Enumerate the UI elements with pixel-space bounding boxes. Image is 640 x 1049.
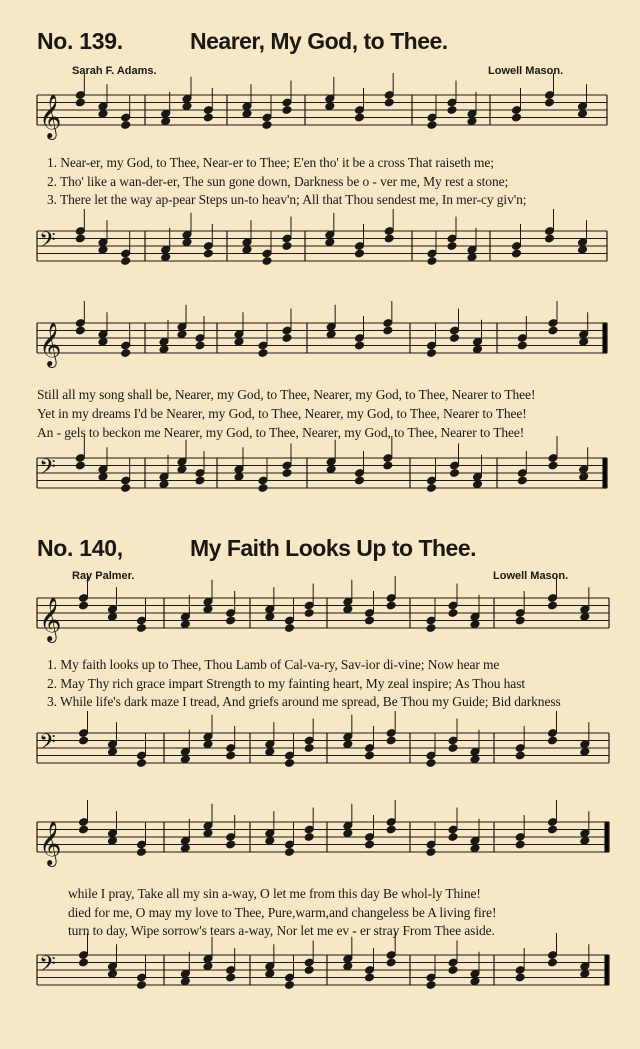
notehead (75, 326, 85, 335)
notehead (180, 977, 190, 986)
notehead (384, 234, 394, 243)
notehead (242, 109, 252, 118)
notehead (180, 755, 190, 764)
notehead (383, 461, 393, 470)
notehead (98, 245, 108, 254)
hymn-140-verse-3-line-a: 3. While life's dark maze I tread, And griefs around me spread, Be Thou my Guide; Bid darkness (47, 694, 561, 709)
bass-clef: 𝄢 (39, 730, 56, 760)
notehead (182, 102, 192, 111)
hymn-140-verse-2-line-a: 2. May Thy rich grace impart Strength to my fainting heart, My zeal inspire; As Thou hast (47, 676, 525, 691)
notehead (180, 844, 190, 853)
hymn-139-verse-3-line-a: 3. There let the way ap-pear Steps un-to heav'n; All that Thou sendest me, In mer-cy giv'n; (47, 192, 527, 207)
notehead (121, 257, 131, 266)
notehead (282, 242, 292, 251)
notehead (325, 238, 335, 247)
notehead (447, 106, 457, 115)
notehead (364, 840, 374, 849)
hymn-140-verse-2-line-b: died for me, O may my love to Thee, Pure,warm,and changeless be A living fire! (68, 905, 497, 920)
notehead (470, 620, 480, 629)
notehead (107, 612, 117, 621)
notehead (426, 981, 436, 990)
notehead (354, 249, 364, 258)
notehead (226, 840, 236, 849)
notehead (467, 253, 477, 262)
notehead (449, 334, 459, 343)
notehead (203, 962, 213, 971)
notehead (364, 751, 374, 760)
notehead (121, 484, 131, 493)
notehead (470, 755, 480, 764)
notehead (242, 245, 252, 254)
notehead (579, 337, 589, 346)
notehead (159, 345, 169, 354)
notehead (517, 476, 527, 485)
final-bar (605, 955, 609, 985)
bass-clef: 𝄢 (39, 455, 56, 485)
notehead (364, 616, 374, 625)
notehead (177, 330, 187, 339)
notehead (343, 740, 353, 749)
notehead (447, 242, 457, 251)
notehead (258, 484, 268, 493)
notehead (467, 117, 477, 126)
hymn-140-author: Ray Palmer. (72, 570, 135, 582)
notehead (159, 480, 169, 489)
notehead (234, 472, 244, 481)
notehead (258, 349, 268, 358)
notehead (511, 249, 521, 258)
notehead (265, 836, 275, 845)
notehead (161, 117, 171, 126)
notehead (284, 759, 294, 768)
notehead (284, 848, 294, 857)
notehead (284, 981, 294, 990)
bass-clef: 𝄢 (39, 228, 56, 258)
notehead (203, 829, 213, 838)
bass-clef: 𝄢 (39, 952, 56, 982)
notehead (547, 601, 557, 610)
notehead (426, 349, 436, 358)
notehead (515, 840, 525, 849)
notehead (265, 747, 275, 756)
notehead (354, 476, 364, 485)
notehead (136, 624, 146, 633)
notehead (121, 349, 131, 358)
notehead (180, 620, 190, 629)
hymn-139-title: Nearer, My God, to Thee. (190, 28, 448, 54)
hymn-140-title: My Faith Looks Up to Thee. (190, 535, 477, 561)
notehead (470, 977, 480, 986)
hymn-139-verse-2-line-a: 2. Tho' like a wan-der-er, The sun gone down, Darkness be o - ver me, My rest a stone; (47, 174, 509, 189)
notehead (426, 848, 436, 857)
notehead (354, 113, 364, 122)
notehead (98, 109, 108, 118)
notehead (547, 958, 557, 967)
treble-clef: 𝄞 (39, 821, 62, 865)
notehead (195, 476, 205, 485)
notehead (203, 249, 213, 258)
notehead (98, 337, 108, 346)
treble-clef: 𝄞 (39, 322, 62, 366)
notehead (386, 825, 396, 834)
notehead (304, 744, 314, 753)
notehead (282, 334, 292, 343)
notehead (577, 245, 587, 254)
notehead (343, 962, 353, 971)
notehead (580, 969, 590, 978)
notehead (136, 759, 146, 768)
notehead (107, 836, 117, 845)
hymn-140-verse-3-line-b: turn to day, Wipe sorrow's tears a-way, Nor let me ev - er stray From Thee aside. (68, 923, 495, 938)
notehead (384, 98, 394, 107)
notehead (226, 751, 236, 760)
notehead (75, 461, 85, 470)
notehead (136, 848, 146, 857)
notehead (343, 829, 353, 838)
notehead (386, 736, 396, 745)
notehead (448, 833, 458, 842)
notehead (386, 601, 396, 610)
notehead (449, 469, 459, 478)
notehead (226, 973, 236, 982)
hymn-139-number: No. 139. (37, 28, 123, 54)
notehead (427, 121, 437, 130)
final-bar (603, 323, 607, 353)
notehead (136, 981, 146, 990)
notehead (262, 257, 272, 266)
notehead (426, 484, 436, 493)
notehead (284, 624, 294, 633)
notehead (182, 238, 192, 247)
notehead (107, 969, 117, 978)
notehead (195, 341, 205, 350)
notehead (282, 106, 292, 115)
hymn-139-verse-1-line-a: 1. Near-er, my God, to Thee, Near-er to Thee; E'en tho' it be a cross That raiseth me; (47, 155, 494, 170)
notehead (98, 472, 108, 481)
notehead (326, 330, 336, 339)
notehead (448, 609, 458, 618)
notehead (78, 958, 88, 967)
hymn-139-author: Sarah F. Adams. (72, 65, 157, 77)
notehead (580, 836, 590, 845)
hymn-140-verse-1-line-a: 1. My faith looks up to Thee, Thou Lamb of Cal-va-ry, Sav-ior di-vine; Now hear me (47, 657, 500, 672)
hymn-140-composer: Lowell Mason. (493, 570, 569, 582)
notehead (304, 966, 314, 975)
notehead (304, 833, 314, 842)
notehead (470, 844, 480, 853)
notehead (75, 98, 85, 107)
notehead (386, 958, 396, 967)
notehead (515, 616, 525, 625)
notehead (121, 121, 131, 130)
notehead (262, 121, 272, 130)
hymn-140-verse-1-line-b: while I pray, Take all my sin a-way, O let me from this day Be whol-ly Thine! (68, 886, 481, 901)
treble-clef: 𝄞 (39, 94, 62, 138)
notehead (448, 966, 458, 975)
notehead (511, 113, 521, 122)
notehead (161, 253, 171, 262)
notehead (427, 257, 437, 266)
notehead (547, 736, 557, 745)
notehead (517, 341, 527, 350)
notehead (304, 609, 314, 618)
notehead (472, 480, 482, 489)
notehead (234, 337, 244, 346)
notehead (426, 624, 436, 633)
notehead (265, 612, 275, 621)
notehead (343, 605, 353, 614)
notehead (544, 98, 554, 107)
notehead (203, 740, 213, 749)
notehead (426, 759, 436, 768)
notehead (354, 341, 364, 350)
notehead (364, 973, 374, 982)
notehead (515, 973, 525, 982)
notehead (383, 326, 393, 335)
notehead (325, 102, 335, 111)
notehead (472, 345, 482, 354)
hymn-139-verse-2-line-b: Yet in my dreams I'd be Nearer, my God, to Thee, Nearer, my God, to Thee, Nearer to Thee! (37, 406, 527, 421)
final-bar (603, 458, 607, 488)
treble-clef: 𝄞 (39, 597, 62, 641)
notehead (265, 969, 275, 978)
hymn-139-composer: Lowell Mason. (488, 65, 564, 77)
notehead (203, 605, 213, 614)
notehead (548, 326, 558, 335)
hymn-139-verse-3-line-b: An - gels to beckon me Nearer, my God, to Thee, Nearer, my God, to Thee, Nearer to Thee! (37, 425, 525, 440)
notehead (577, 109, 587, 118)
notehead (326, 465, 336, 474)
notehead (177, 465, 187, 474)
notehead (226, 616, 236, 625)
hymn-140-number: No. 140, (37, 535, 123, 561)
notehead (580, 747, 590, 756)
notehead (547, 825, 557, 834)
notehead (448, 744, 458, 753)
notehead (78, 601, 88, 610)
notehead (282, 469, 292, 478)
notehead (515, 751, 525, 760)
notehead (75, 234, 85, 243)
notehead (579, 472, 589, 481)
notehead (580, 612, 590, 621)
final-bar (605, 822, 609, 852)
notehead (203, 113, 213, 122)
notehead (107, 747, 117, 756)
hymn-139-verse-1-line-b: Still all my song shall be, Nearer, my God, to Thee, Nearer, my God, to Thee, Nearer to Thee! (37, 387, 536, 402)
notehead (548, 461, 558, 470)
notehead (78, 736, 88, 745)
notehead (544, 234, 554, 243)
notehead (78, 825, 88, 834)
